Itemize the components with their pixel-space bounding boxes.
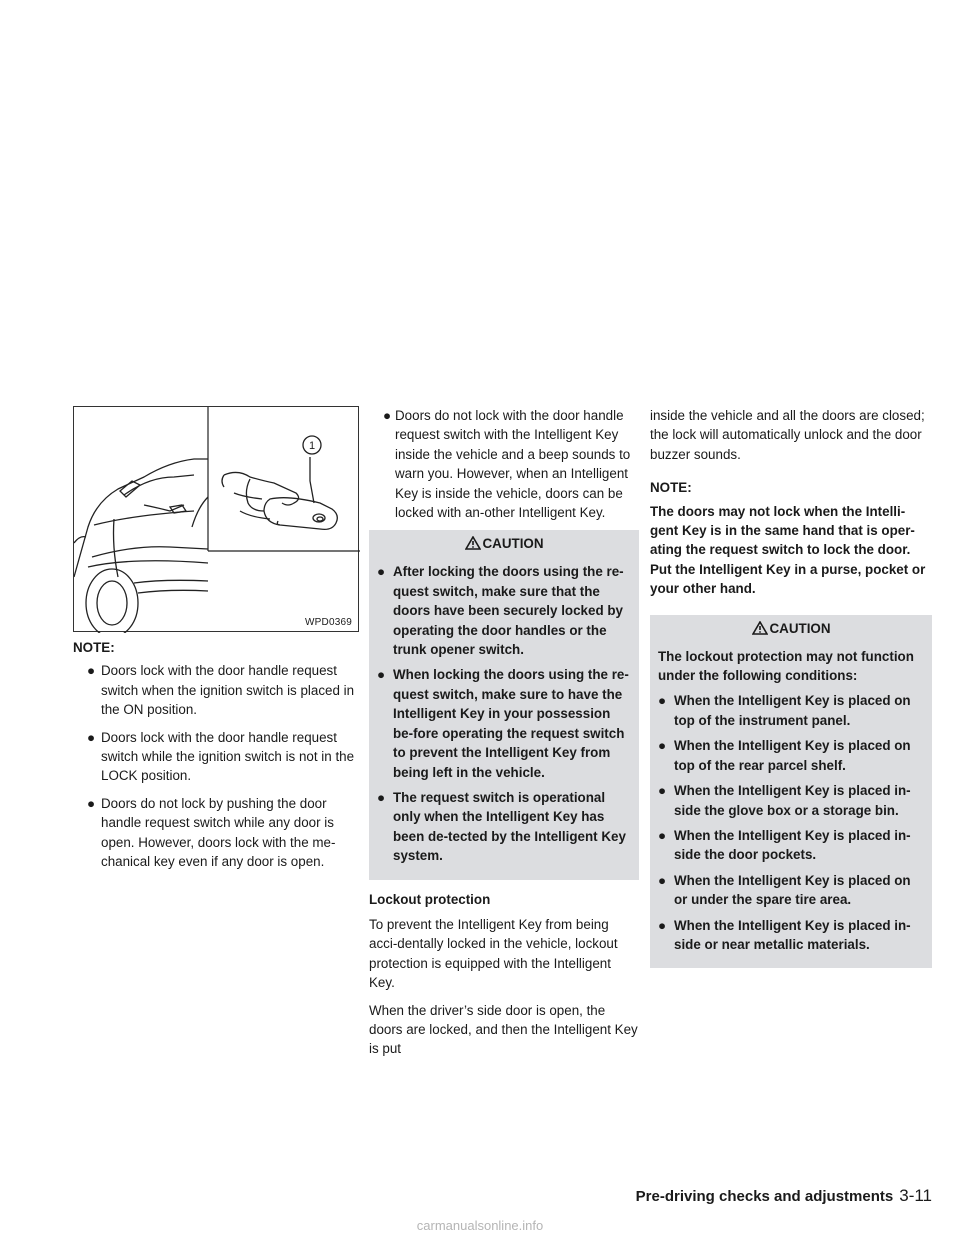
caution-item: ● After locking the doors using the re-quest switch, make sure that the doors have been securely locked by operating the door handles or the trunk opener switch. <box>377 564 624 658</box>
caution-box <box>650 615 932 969</box>
section-title: Pre-driving checks and adjustments <box>635 1188 894 1205</box>
note-item: ● Doors lock with the door handle request switch when the ignition switch is placed in the ON position. <box>87 663 355 718</box>
body-paragraph: When the driver’s side door is open, the doors are locked, and then the Intelligent Key is put <box>369 1002 638 1057</box>
note-list <box>369 406 639 522</box>
warning-triangle-icon <box>465 536 481 556</box>
caution-box <box>369 530 639 879</box>
caution-intro: The lockout protection may not function under the following conditions: <box>658 648 914 684</box>
caution-item: ● When locking the doors using the re-quest switch, make sure to have the Intelligent Key in your possession be-fore operating the request switch to prevent the Intelligent Key from being left in the vehicle. <box>377 667 629 780</box>
caution-heading: CAUTION <box>377 534 631 556</box>
caution-item: ● When the Intelligent Key is placed on top of the rear parcel shelf. <box>658 738 911 773</box>
column-left <box>73 406 359 879</box>
column-right <box>650 406 932 978</box>
note-list <box>73 661 359 871</box>
caution-list <box>658 691 924 954</box>
callout-number: 1 <box>308 440 316 452</box>
note-heading: NOTE: <box>73 640 115 655</box>
note-item: ● Doors do not lock by pushing the door handle request switch while any door is open. However, doors lock with the me-chanical key even if any door is open. <box>87 795 336 870</box>
warning-triangle-icon <box>752 621 768 641</box>
page-footer <box>636 1186 932 1207</box>
lockout-heading: Lockout protection <box>369 891 491 907</box>
figure-code: WPD0369 <box>305 617 352 628</box>
caution-item: ● When the Intelligent Key is placed on or under the spare tire area. <box>658 872 911 908</box>
note-item: ● Doors lock with the door handle request switch while the ignition switch is not in the LOCK position. <box>87 729 355 784</box>
caution-item: ● The request switch is operational only when the Intelligent Key has been de-tected by the Intelligent Key system. <box>377 789 626 864</box>
caution-item: ● When the Intelligent Key is placed in-side the glove box or a storage bin. <box>658 783 911 818</box>
caution-heading: CAUTION <box>658 619 924 641</box>
caution-item: ● When the Intelligent Key is placed in-side or near metallic materials. <box>658 917 911 952</box>
note-heading: NOTE: <box>650 480 692 496</box>
body-paragraph: To prevent the Intelligent Key from being acci-dentally locked in the vehicle, lockout protection is equipped with the Intelligent Key. <box>369 916 618 991</box>
note-item: ● Doors do not lock with the door handle request switch with the Intelligent Key inside the vehicle and a beep sounds to warn you. However, when an Intelligent Key is inside the vehicle, doors can be locked with an-other Intelligent Key. <box>383 408 631 521</box>
column-middle <box>369 406 639 1067</box>
caution-list <box>377 562 631 865</box>
note-text: The doors may not lock when the Intelli-gent Key is in the same hand that is oper-ating the request switch to lock the door. Put the Intelligent Key in a purse, pocket or your other hand. <box>650 503 926 597</box>
page-number: 3-11 <box>899 1186 932 1205</box>
caution-item: ● When the Intelligent Key is placed on top of the instrument panel. <box>658 693 911 728</box>
watermark: carmanualsonline.info <box>416 1218 544 1233</box>
door-handle-figure <box>73 406 359 632</box>
caution-item: ● When the Intelligent Key is placed in-side the door pockets. <box>658 827 911 863</box>
body-paragraph: inside the vehicle and all the doors are closed; the lock will automatically unlock and the door buzzer sounds. <box>650 408 925 462</box>
car-door-illustration <box>74 407 360 633</box>
